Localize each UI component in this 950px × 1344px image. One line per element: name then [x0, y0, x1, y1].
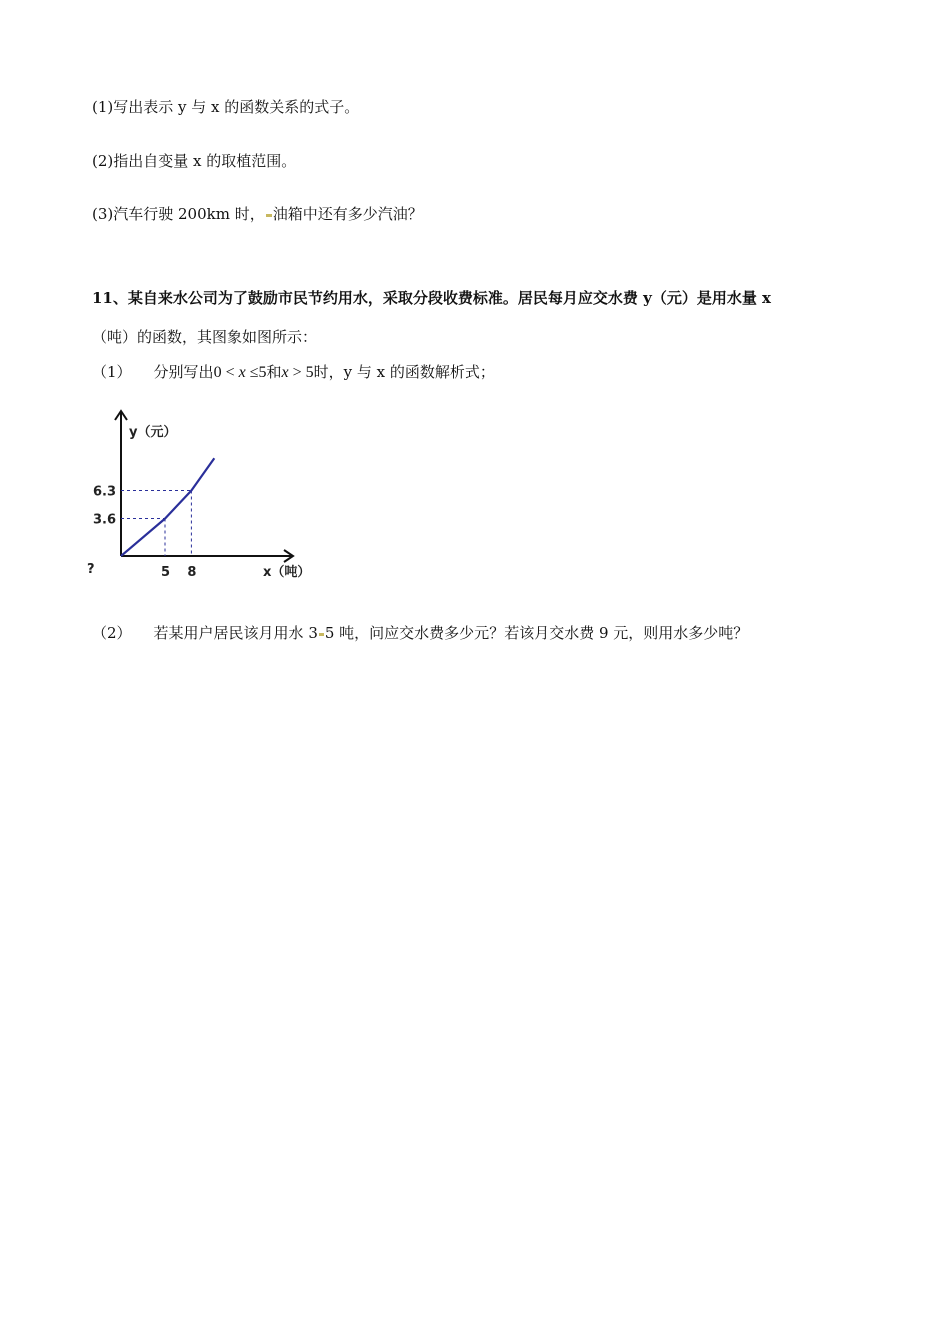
q11-sub1-mid: 和	[266, 363, 282, 381]
water-fee-graph	[85, 405, 325, 590]
q11-stem-text1: 11、某自来水公司为了鼓励市民节约用水，采取分段收费标准。居民每月应交水费 y（元）是用水量 x	[92, 289, 771, 307]
q11-stem-text2: （吨）的函数，其图象如图所示：	[92, 328, 318, 346]
fee-line	[121, 458, 214, 556]
q11-stem-line2	[92, 327, 317, 347]
inequality-2	[282, 364, 314, 381]
stray-mark-2	[319, 633, 324, 636]
q10-part3-text-b: 油箱中还有多少汽油？	[272, 205, 423, 223]
ineq1-var: x	[238, 364, 246, 381]
q11-sub1-text-b: 时，y 与 x 的函数解析式；	[313, 363, 495, 381]
inequality-1	[214, 364, 267, 381]
x-tick-label: 8	[187, 565, 197, 580]
q10-part2-text: (2)指出自变量 x 的取植范围。	[92, 152, 297, 170]
series-line	[121, 458, 214, 556]
q10-part3-text-a: (3)汽车行驶 200km 时，	[92, 205, 265, 223]
ineq2-right: > 5	[292, 364, 314, 381]
q11-stem-line1	[92, 288, 771, 308]
y-tick-label: 3.6	[93, 512, 117, 528]
q11-sub2-text-b: 5 吨，问应交水费多少元？若该月交水费 9 元，则用水多少吨？	[324, 624, 749, 642]
q10-part2	[92, 151, 296, 171]
q10-part1	[92, 97, 359, 117]
y-tick-label: 6.3	[93, 484, 117, 500]
q11-sub1	[92, 362, 495, 383]
q10-part1-text: (1)写出表示 y 与 x 的函数关系的式子。	[92, 98, 360, 116]
x-tick-label: 5	[161, 565, 171, 580]
ineq1-right: ≤5	[249, 364, 267, 381]
q11-sub2-number: （2）	[92, 624, 132, 642]
ineq1-left: 0 <	[213, 364, 235, 381]
q11-sub1-number: （1）	[92, 363, 132, 381]
q11-sub2	[92, 623, 748, 643]
q11-sub2-text-a: 若某用户居民该月用水 3	[153, 624, 318, 642]
x-axis-label: x（吨）	[263, 565, 311, 580]
q11-sub1-text-a: 分别写出	[153, 363, 214, 381]
q10-part3	[92, 204, 423, 224]
ineq2-var: x	[281, 364, 289, 381]
stray-mark	[266, 214, 272, 217]
origin-label: ?	[87, 562, 95, 577]
y-axis-label: y（元）	[129, 425, 177, 440]
